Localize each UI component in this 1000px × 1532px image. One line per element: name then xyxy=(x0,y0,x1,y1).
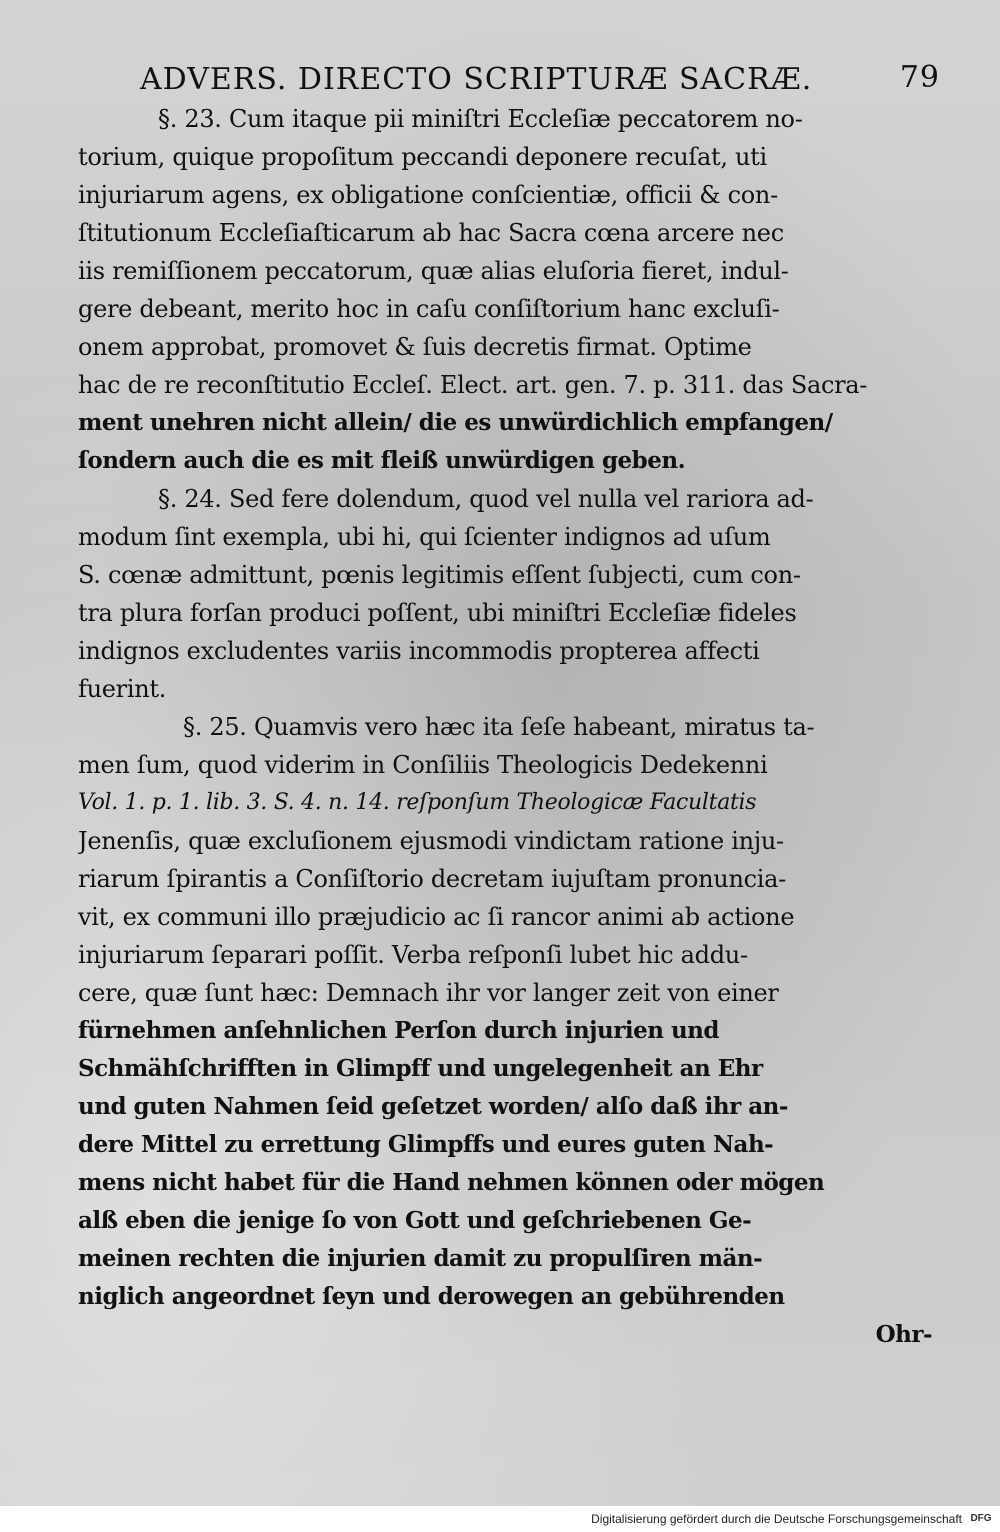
catchword: Ohr- xyxy=(875,1321,932,1348)
blackletter-line: dere Mittel zu errettung Glimpffs und eures guten Nah- xyxy=(78,1131,774,1158)
page-number: 79 xyxy=(899,60,940,95)
funding-credit: Digitalisierung gefördert durch die Deutsche Forschungsgemeinschaft xyxy=(591,1512,962,1526)
text-line: modum ſint exempla, ubi hi, qui ſcienter indignos ad uſum xyxy=(78,523,771,551)
text-line: Vol. 1. p. 1. lib. 3. S. 4. n. 14. reſponſum Theologicæ Facultatis xyxy=(78,790,757,815)
text-line: men ſum, quod viderim in Conſiliis Theologicis Dedekenni xyxy=(78,751,768,779)
body-text xyxy=(78,100,938,1354)
text-line: fuerint. xyxy=(78,675,167,703)
text-line: iis remiſſionem peccatorum, quæ alias eluſoria fieret, indul- xyxy=(78,257,789,285)
text-line: cere, quæ ſunt hæc: Demnach ihr vor langer zeit von einer xyxy=(78,979,779,1007)
text-line: ſtitutionum Eccleſiaſticarum ab hac Sacra cœna arcere nec xyxy=(78,219,784,247)
text-line: Jenenſis, quæ excluſionem ejusmodi vindictam ratione inju- xyxy=(78,827,784,855)
blackletter-line: niglich angeordnet ſeyn und derowegen an gebührenden xyxy=(78,1283,785,1310)
blackletter-line: und guten Nahmen ſeid geſetzet worden/ alſo daß ihr an- xyxy=(78,1093,788,1120)
text-line: injuriarum ſeparari poſſit. Verba reſponſi lubet hic addu- xyxy=(78,941,748,969)
blackletter-line: Schmähſchrifften in Glimpff und ungelegenheit an Ehr xyxy=(78,1055,763,1082)
text-line: injuriarum agens, ex obligatione conſcientiæ, officii & con- xyxy=(78,181,778,209)
blackletter-line: fürnehmen anſehnlichen Perſon durch injurien und xyxy=(78,1017,719,1044)
blackletter-line: ment unehren nicht allein/ die es unwürdichlich empfangen/ xyxy=(78,409,833,436)
text-line: indignos excludentes variis incommodis propterea affecti xyxy=(78,637,760,665)
text-line: §. 23. Cum itaque pii miniſtri Eccleſiæ peccatorem no- xyxy=(158,105,803,133)
text-line: vit, ex communi illo præjudicio ac ſi rancor animi ab actione xyxy=(78,903,795,931)
text-line: gere debeant, merito hoc in caſu conſiſtorium hanc excluſi- xyxy=(78,295,780,323)
blackletter-line: mens nicht habet für die Hand nehmen können oder mögen xyxy=(78,1169,825,1196)
text-line: S. cœnæ admittunt, pœnis legitimis eſſent ſubjecti, cum con- xyxy=(78,561,801,589)
text-line: hac de re reconſtitutio Eccleſ. Elect. art. gen. 7. p. 311. das Sacra- xyxy=(78,371,868,399)
text-line: tra plura forſan produci poſſent, ubi miniſtri Eccleſiæ fideles xyxy=(78,599,797,627)
digitization-footer xyxy=(0,1506,1000,1532)
text-line: riarum ſpirantis a Conſiſtorio decretam iujuſtam pronuncia- xyxy=(78,865,786,893)
text-line: §. 24. Sed fere dolendum, quod vel nulla vel rariora ad- xyxy=(158,485,814,513)
running-title: ADVERS. DIRECTO SCRIPTURÆ SACRÆ. xyxy=(140,62,813,97)
text-line: torium, quique propoſitum peccandi deponere recuſat, uti xyxy=(78,143,767,171)
text-line: §. 25. Quamvis vero hæc ita ſeſe habeant, miratus ta- xyxy=(183,713,815,741)
blackletter-line: ſondern auch die es mit fleiß unwürdigen geben. xyxy=(78,447,686,474)
dfg-logo: DFG xyxy=(970,1513,992,1524)
text-line: onem approbat, promovet & ſuis decretis firmat. Optime xyxy=(78,333,752,361)
blackletter-line: meinen rechten die injurien damit zu propulſiren män- xyxy=(78,1245,763,1272)
blackletter-line: alß eben die jenige ſo von Gott und geſchriebenen Ge- xyxy=(78,1207,752,1234)
